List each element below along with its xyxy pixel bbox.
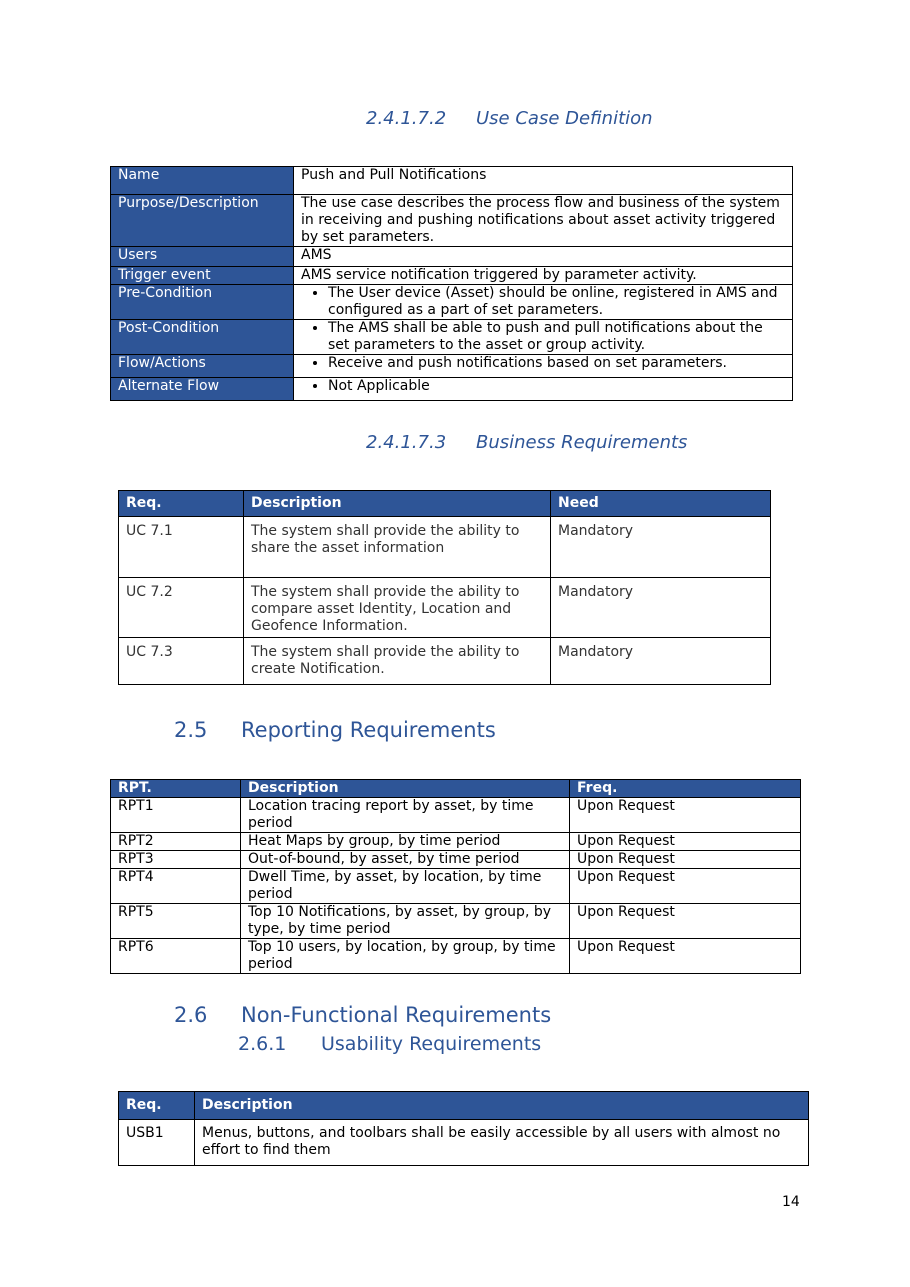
table-row bbox=[119, 638, 771, 685]
description-cell: Location tracing report by asset, by time period bbox=[241, 798, 570, 833]
freq-cell: Upon Request bbox=[570, 904, 801, 939]
description-cell: Heat Maps by group, by time period bbox=[241, 833, 570, 851]
req-cell: UC 7.2 bbox=[119, 578, 244, 638]
table-row bbox=[111, 939, 801, 974]
description-cell: The system shall provide the ability to compare asset Identity, Location and Geofence Information. bbox=[244, 578, 551, 638]
rpt-id-cell: RPT1 bbox=[111, 798, 241, 833]
description-cell: The system shall provide the ability to share the asset information bbox=[244, 517, 551, 578]
column-header: Freq. bbox=[570, 780, 801, 798]
table-row bbox=[111, 904, 801, 939]
column-header: Description bbox=[195, 1092, 809, 1120]
usability-table bbox=[118, 1091, 809, 1166]
table-row bbox=[111, 798, 801, 833]
column-header: Req. bbox=[119, 491, 244, 517]
row-value bbox=[294, 378, 793, 401]
table-row bbox=[111, 195, 793, 247]
row-value bbox=[294, 320, 793, 355]
freq-cell: Upon Request bbox=[570, 869, 801, 904]
table-row bbox=[119, 1120, 809, 1166]
heading-usability-requirements bbox=[238, 1033, 541, 1055]
heading-title: Reporting Requirements bbox=[241, 718, 496, 742]
row-key: Post-Condition bbox=[111, 320, 294, 355]
reporting-table bbox=[110, 779, 801, 974]
table-row bbox=[111, 267, 793, 285]
row-key: Trigger event bbox=[111, 267, 294, 285]
description-cell: The system shall provide the ability to create Notification. bbox=[244, 638, 551, 685]
freq-cell: Upon Request bbox=[570, 851, 801, 869]
row-value: Push and Pull Notifications bbox=[294, 167, 793, 195]
list-item: • Not Applicable bbox=[328, 378, 785, 395]
req-cell: UC 7.1 bbox=[119, 517, 244, 578]
table-row bbox=[111, 378, 793, 401]
table-row bbox=[111, 320, 793, 355]
req-cell: UC 7.3 bbox=[119, 638, 244, 685]
need-cell: Mandatory bbox=[551, 638, 771, 685]
heading-title: Business Requirements bbox=[476, 432, 688, 453]
heading-non-functional-requirements bbox=[174, 1003, 551, 1027]
freq-cell: Upon Request bbox=[570, 798, 801, 833]
row-value: AMS service notification triggered by parameter activity. bbox=[294, 267, 793, 285]
rpt-id-cell: RPT5 bbox=[111, 904, 241, 939]
description-cell: Top 10 Notifications, by asset, by group, by type, by time period bbox=[241, 904, 570, 939]
business-requirements-table bbox=[118, 490, 771, 685]
heading-reporting-requirements bbox=[174, 718, 496, 742]
rpt-id-cell: RPT2 bbox=[111, 833, 241, 851]
table-header-row bbox=[111, 780, 801, 798]
description-cell: Out-of-bound, by asset, by time period bbox=[241, 851, 570, 869]
table-row bbox=[111, 247, 793, 267]
description-cell: Dwell Time, by asset, by location, by time period bbox=[241, 869, 570, 904]
column-header: Req. bbox=[119, 1092, 195, 1120]
heading-number: 2.6.1 bbox=[238, 1033, 287, 1055]
column-header: Description bbox=[244, 491, 551, 517]
heading-use-case-definition bbox=[366, 108, 653, 129]
heading-title: Usability Requirements bbox=[321, 1033, 542, 1055]
row-key: Alternate Flow bbox=[111, 378, 294, 401]
table-row bbox=[111, 355, 793, 378]
row-key: Users bbox=[111, 247, 294, 267]
heading-number: 2.4.1.7.3 bbox=[366, 432, 447, 453]
use-case-table bbox=[110, 166, 793, 401]
table-row bbox=[119, 578, 771, 638]
freq-cell: Upon Request bbox=[570, 833, 801, 851]
row-key: Pre-Condition bbox=[111, 285, 294, 320]
row-key: Flow/Actions bbox=[111, 355, 294, 378]
heading-title: Non-Functional Requirements bbox=[241, 1003, 552, 1027]
row-key: Purpose/Description bbox=[111, 195, 294, 247]
table-row bbox=[111, 285, 793, 320]
row-key: Name bbox=[111, 167, 294, 195]
rpt-id-cell: RPT3 bbox=[111, 851, 241, 869]
req-cell: USB1 bbox=[119, 1120, 195, 1166]
heading-business-requirements bbox=[366, 432, 687, 453]
description-cell: Top 10 users, by location, by group, by time period bbox=[241, 939, 570, 974]
page-number: 14 bbox=[782, 1194, 800, 1210]
table-header-row bbox=[119, 491, 771, 517]
heading-title: Use Case Definition bbox=[476, 108, 653, 129]
description-cell: Menus, buttons, and toolbars shall be easily accessible by all users with almost no effort to find them bbox=[195, 1120, 809, 1166]
row-value: The use case describes the process flow and business of the system in receiving and pushing notifications about asset activity triggered by set parameters. bbox=[294, 195, 793, 247]
table-row bbox=[111, 851, 801, 869]
list-item: • The AMS shall be able to push and pull notifications about the set parameters to the asset or group activity. bbox=[328, 320, 785, 354]
table-row bbox=[111, 869, 801, 904]
table-header-row bbox=[119, 1092, 809, 1120]
table-row bbox=[111, 167, 793, 195]
column-header: Description bbox=[241, 780, 570, 798]
list-item: • Receive and push notifications based on set parameters. bbox=[328, 355, 785, 372]
heading-number: 2.5 bbox=[174, 718, 208, 742]
table-row bbox=[119, 517, 771, 578]
rpt-id-cell: RPT6 bbox=[111, 939, 241, 974]
need-cell: Mandatory bbox=[551, 517, 771, 578]
need-cell: Mandatory bbox=[551, 578, 771, 638]
heading-number: 2.4.1.7.2 bbox=[366, 108, 447, 129]
freq-cell: Upon Request bbox=[570, 939, 801, 974]
row-value: AMS bbox=[294, 247, 793, 267]
table-row bbox=[111, 833, 801, 851]
column-header: Need bbox=[551, 491, 771, 517]
column-header: RPT. bbox=[111, 780, 241, 798]
list-item: • The User device (Asset) should be online, registered in AMS and configured as a part of set parameters. bbox=[328, 285, 785, 319]
row-value bbox=[294, 285, 793, 320]
rpt-id-cell: RPT4 bbox=[111, 869, 241, 904]
heading-number: 2.6 bbox=[174, 1003, 208, 1027]
row-value bbox=[294, 355, 793, 378]
